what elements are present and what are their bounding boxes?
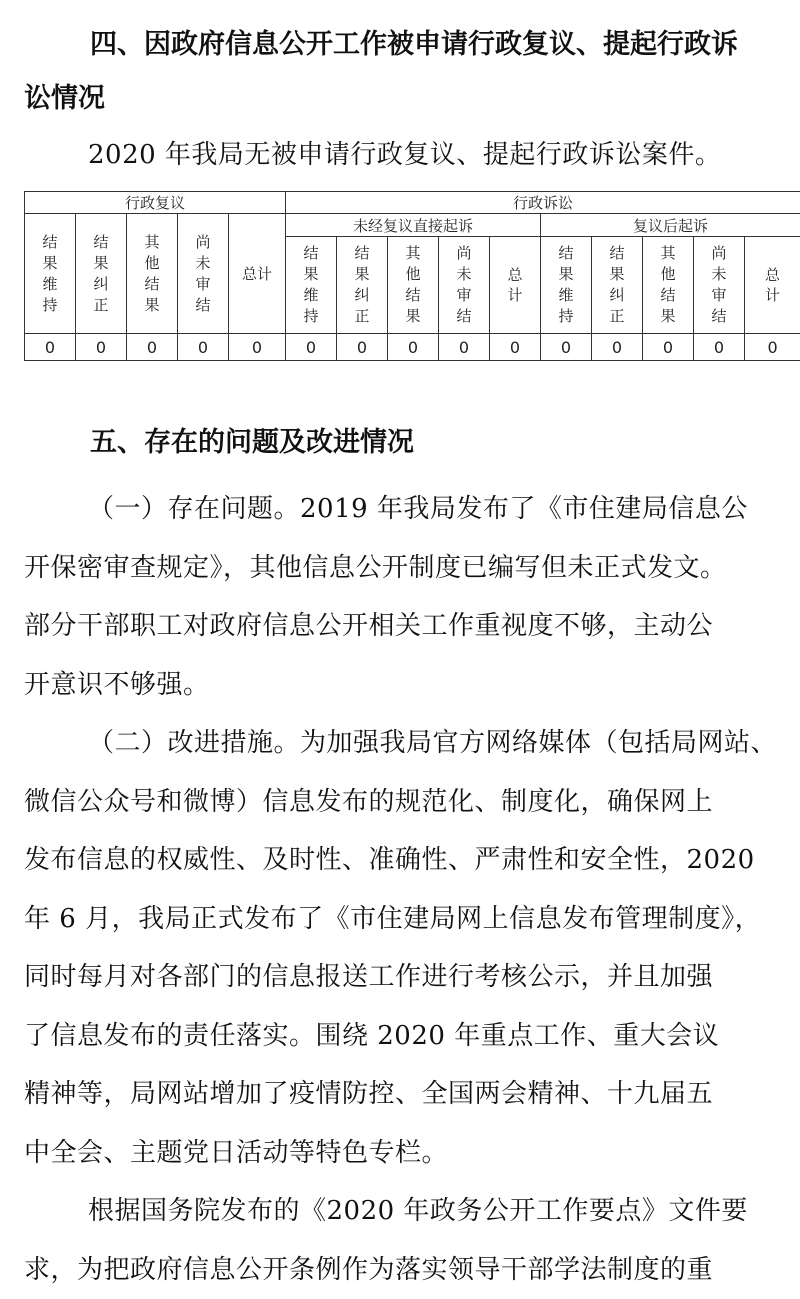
header-direct-litigation: 未经复议直接起诉 [286,214,541,237]
table-cell: 0 [388,334,439,361]
review-col-corrected: 结 果 纠 正 [76,214,127,334]
paragraph-line: 开意识不够强。 [24,656,800,715]
paragraph-line: （一）存在问题。2019 年我局发布了《市住建局信息公 [24,480,800,539]
section-4-heading-line-1: 四、因政府信息公开工作被申请行政复议、提起行政诉 [24,18,800,72]
section-4-intro [24,126,800,185]
paragraph-line: 年 6 月，我局正式发布了《市住建局网上信息发布管理制度》， [24,890,800,949]
review-col-total: 总计 [229,214,286,334]
paragraph-line: 发布信息的权威性、及时性、准确性、严肃性和安全性，2020 [24,831,800,890]
paragraph-line: 开保密审查规定》，其他信息公开制度已编写但未正式发文。 [24,539,800,598]
direct-col-total: 总 计 [490,237,541,334]
problems-paragraph [24,480,800,714]
direct-col-other: 其 他 结 果 [388,237,439,334]
header-admin-review: 行政复议 [25,192,286,214]
table-cell: 0 [25,334,76,361]
after-col-corrected: 结 果 纠 正 [592,237,643,334]
review-col-upheld: 结 果 维 持 [25,214,76,334]
paragraph-line: （二）改进措施。为加强我局官方网络媒体（包括局网站、 [24,714,800,773]
state-council-paragraph [24,1182,800,1299]
paragraph-line: 求，为把政府信息公开条例作为落实领导干部学法制度的重 [24,1241,800,1299]
after-col-upheld: 结 果 维 持 [541,237,592,334]
table-cell: 0 [229,334,286,361]
table-cell: 0 [178,334,229,361]
paragraph-line: 精神等，局网站增加了疫情防控、全国两会精神、十九届五 [24,1065,800,1124]
review-litigation-table [24,191,800,361]
table-cell: 0 [490,334,541,361]
header-admin-litigation: 行政诉讼 [286,192,800,214]
section-4-heading-line-2: 讼情况 [24,72,800,126]
paragraph-line: 了信息发布的责任落实。围绕 2020 年重点工作、重大会议 [24,1007,800,1066]
table-cell: 0 [127,334,178,361]
table-cell: 0 [286,334,337,361]
paragraph-line: 部分干部职工对政府信息公开相关工作重视度不够，主动公 [24,597,800,656]
table-cell: 0 [592,334,643,361]
paragraph-line: 根据国务院发布的《2020 年政务公开工作要点》文件要 [24,1182,800,1241]
section-4-heading [24,18,800,126]
after-col-other: 其 他 结 果 [643,237,694,334]
after-col-total: 总 计 [745,237,800,334]
table-cell: 0 [337,334,388,361]
paragraph-line: 同时每月对各部门的信息报送工作进行考核公示，并且加强 [24,948,800,1007]
review-col-pending: 尚 未 审 结 [178,214,229,334]
table-cell: 0 [541,334,592,361]
improvements-paragraph [24,714,800,1182]
direct-col-upheld: 结 果 维 持 [286,237,337,334]
section-4-intro-text: 2020 年我局无被申请行政复议、提起行政诉讼案件。 [24,126,800,185]
table-cell: 0 [643,334,694,361]
table-cell: 0 [439,334,490,361]
review-col-other: 其 他 结 果 [127,214,178,334]
section-5-heading: 五、存在的问题及改进情况 [24,416,800,470]
after-col-pending: 尚 未 审 结 [694,237,745,334]
header-litigation-after-review: 复议后起诉 [541,214,800,237]
paragraph-line: 中全会、主题党日活动等特色专栏。 [24,1124,800,1183]
table-cell: 0 [694,334,745,361]
table-cell: 0 [745,334,800,361]
paragraph-line: 微信公众号和微博）信息发布的规范化、制度化，确保网上 [24,773,800,832]
direct-col-pending: 尚 未 审 结 [439,237,490,334]
table-cell: 0 [76,334,127,361]
direct-col-corrected: 结 果 纠 正 [337,237,388,334]
